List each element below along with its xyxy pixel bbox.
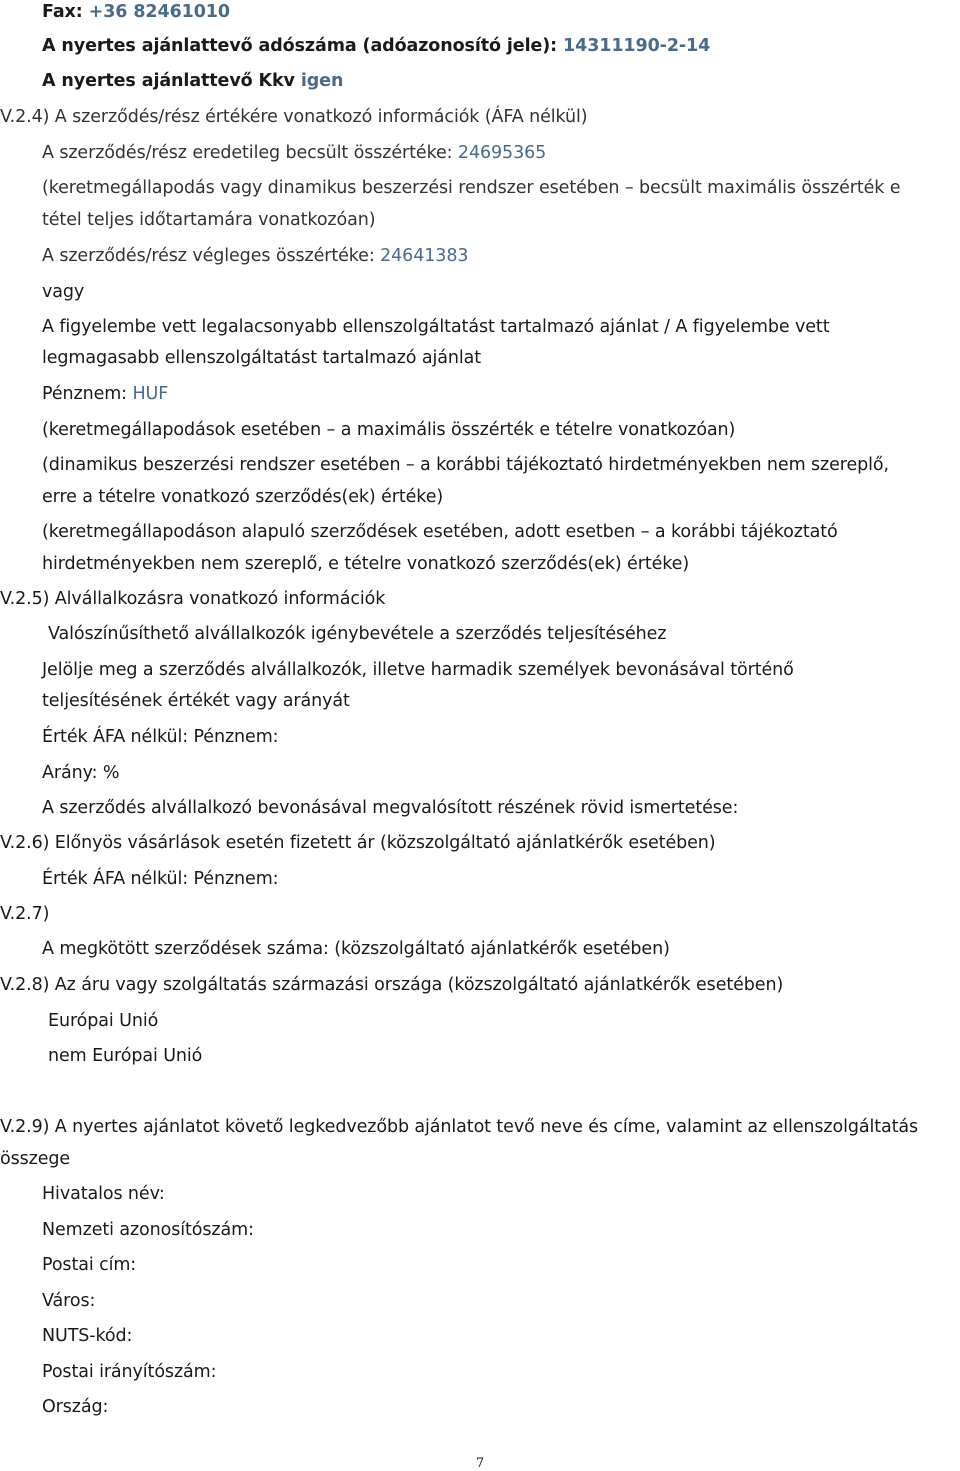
tax-id-value: 14311190-2-14 — [563, 36, 711, 56]
field-postal-code: Postai irányítószám: — [42, 1362, 217, 1382]
kkv-value: igen — [300, 71, 344, 91]
field-city: Város: — [42, 1291, 96, 1311]
page-number: 7 — [475, 1456, 485, 1471]
fax-line — [42, 0, 230, 24]
subcontract-likely: Valószínűsíthető alvállalkozók igénybevétele a szerződés teljesítéséhez — [48, 624, 667, 644]
subcontract-indicate-1: Jelölje meg a szerződés alvállalkozók, illetve harmadik személyek bevonásával történő — [42, 660, 794, 680]
field-official-name: Hivatalos név: — [42, 1184, 165, 1204]
v26-value-line: Érték ÁFA nélkül: Pénznem: — [42, 869, 279, 889]
section-v27-heading: V.2.7) — [0, 904, 50, 924]
v27-line: A megkötött szerződések száma: (közszolgáltató ajánlatkérők esetében) — [42, 939, 670, 959]
final-value: 24641383 — [380, 246, 469, 266]
currency-line — [42, 382, 168, 406]
currency-value: HUF — [132, 384, 169, 404]
section-v25-heading: V.2.5) Alvállalkozásra vonatkozó információk — [0, 589, 386, 609]
kkv-label: A nyertes ajánlattevő Kkv — [42, 71, 295, 91]
orig-value-label: A szerződés/rész eredetileg becsült összértéke: — [42, 143, 453, 163]
section-v29-heading-2: összege — [0, 1149, 71, 1169]
field-postal-address: Postai cím: — [42, 1255, 137, 1275]
tax-id-label: A nyertes ajánlattevő adószáma (adóazonosító jele): — [42, 36, 558, 56]
section-v29-heading-1: V.2.9) A nyertes ajánlatot követő legkedvezőbb ajánlatot tevő neve és címe, valamint az ellenszolgáltatás — [0, 1117, 919, 1137]
section-v28-heading: V.2.8) Az áru vagy szolgáltatás származási országa (közszolgáltató ajánlatkérők esetében) — [0, 975, 784, 995]
note-based-1: (keretmegállapodáson alapuló szerződések esetében, adott esetben – a korábbi tájékoztató — [42, 522, 838, 542]
note-dynamic-2: erre a tételre vonatkozó szerződés(ek) értéke) — [42, 487, 444, 507]
origin-option-eu: Európai Unió — [48, 1011, 159, 1031]
field-country: Ország: — [42, 1397, 109, 1417]
lowest-offer-2: legmagasabb ellenszolgáltatást tartalmazó ajánlat — [42, 348, 481, 368]
kkv-line — [42, 69, 343, 93]
orig-value-line — [42, 141, 546, 165]
note-based-2: hirdetményekben nem szereplő, e tételre vonatkozó szerződés(ek) értéke) — [42, 554, 690, 574]
section-v24-heading: V.2.4) A szerződés/rész értékére vonatkozó információk (ÁFA nélkül) — [0, 107, 588, 127]
field-nuts-code: NUTS-kód: — [42, 1326, 133, 1346]
framework-note-1: (keretmegállapodás vagy dinamikus beszerzési rendszer esetében – becsült maximális összérték e — [42, 178, 901, 198]
note-framework: (keretmegállapodások esetében – a maximális összérték e tételre vonatkozóan) — [42, 420, 736, 440]
note-dynamic-1: (dinamikus beszerzési rendszer esetében – a korábbi tájékoztató hirdetményekben nem szereplő, — [42, 455, 889, 475]
framework-note-2: tétel teljes időtartamára vonatkozóan) — [42, 210, 376, 230]
final-value-label: A szerződés/rész végleges összértéke: — [42, 246, 375, 266]
origin-option-non-eu: nem Európai Unió — [48, 1046, 203, 1066]
fax-value: +36 82461010 — [88, 2, 230, 22]
tax-id-line — [42, 34, 710, 58]
subcontract-desc-line: A szerződés alvállalkozó bevonásával megvalósított részének rövid ismertetése: — [42, 798, 739, 818]
fax-label: Fax: — [42, 2, 83, 22]
subcontract-value-line: Érték ÁFA nélkül: Pénznem: — [42, 727, 279, 747]
currency-label: Pénznem: — [42, 384, 127, 404]
field-national-id: Nemzeti azonosítószám: — [42, 1220, 254, 1240]
lowest-offer-1: A figyelembe vett legalacsonyabb ellenszolgáltatást tartalmazó ajánlat / A figyelembe vett — [42, 317, 830, 337]
subcontract-indicate-2: teljesítésének értékét vagy arányát — [42, 691, 350, 711]
or-text: vagy — [42, 282, 85, 302]
orig-value: 24695365 — [457, 143, 547, 163]
final-value-line — [42, 244, 468, 268]
subcontract-ratio-line: Arány: % — [42, 763, 120, 783]
section-v26-heading: V.2.6) Előnyös vásárlások esetén fizetett ár (közszolgáltató ajánlatkérők esetében) — [0, 833, 716, 853]
